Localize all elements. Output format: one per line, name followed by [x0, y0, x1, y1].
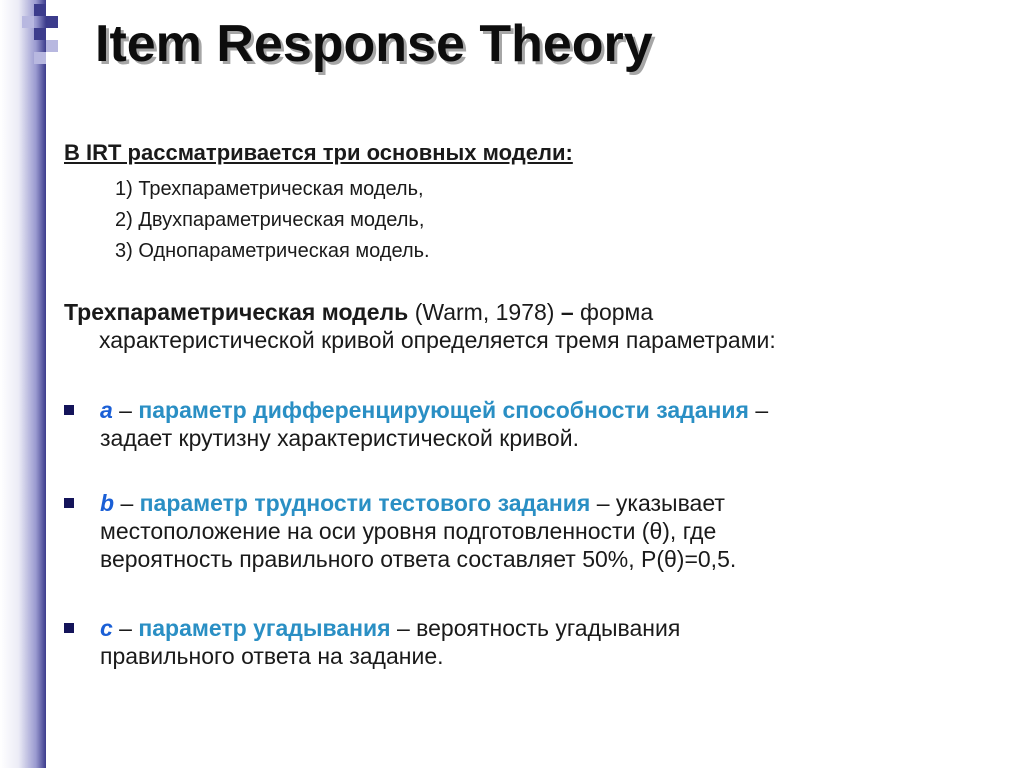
param-letter: a	[100, 397, 113, 423]
corner-square-dark	[46, 16, 58, 28]
corner-square-light	[46, 40, 58, 52]
param-dash: –	[112, 615, 139, 641]
square-bullet-icon	[64, 498, 74, 508]
slide-title: Item Response Theory	[95, 15, 653, 73]
param-text: задает крутизну характеристической кривой.	[100, 425, 579, 451]
left-gradient-bar	[0, 0, 46, 768]
parameter-b	[100, 489, 970, 573]
param-term: параметр дифференцирующей способности задания	[138, 397, 749, 423]
intro-dash: –	[560, 299, 574, 325]
param-term: параметр угадывания	[138, 615, 391, 641]
square-bullet-icon	[64, 405, 74, 415]
corner-square-dark	[34, 4, 46, 16]
param-dash: –	[112, 397, 139, 423]
three-parameter-intro	[64, 298, 964, 354]
parameter-a	[100, 396, 970, 452]
models-heading: В IRT рассматривается три основных модели:	[64, 140, 573, 165]
model-list-item: 1) Трехпараметрическая модель,	[115, 178, 424, 200]
model-list	[115, 174, 430, 267]
intro-citation: (Warm, 1978)	[408, 299, 561, 325]
intro-line-2: характеристической кривой определяется тремя параметрами:	[99, 327, 776, 353]
param-text: –	[748, 397, 769, 423]
param-letter: c	[100, 615, 113, 641]
param-term: параметр трудности тестового задания	[139, 490, 591, 516]
intro-text-a: форма	[573, 299, 654, 325]
corner-square-light	[34, 52, 46, 64]
param-text: правильного ответа на задание.	[100, 643, 444, 669]
square-bullet-icon	[64, 623, 74, 633]
param-text: – вероятность угадывания	[390, 615, 681, 641]
param-text: вероятность правильного ответа составляет 50%, P(θ)=0,5.	[100, 546, 737, 572]
intro-line-1	[64, 298, 964, 326]
param-text: местоположение на оси уровня подготовленности (θ), где	[100, 518, 717, 544]
intro-term: Трехпараметрическая модель	[64, 299, 409, 325]
model-list-item: 3) Однопараметрическая модель.	[115, 240, 430, 262]
corner-square-light	[22, 16, 34, 28]
corner-square-dark	[34, 28, 46, 40]
param-letter: b	[100, 490, 115, 516]
parameter-c	[100, 614, 970, 670]
param-dash: –	[114, 490, 140, 516]
model-list-item: 2) Двухпараметрическая модель,	[115, 209, 425, 231]
param-text: – указывает	[590, 490, 725, 516]
